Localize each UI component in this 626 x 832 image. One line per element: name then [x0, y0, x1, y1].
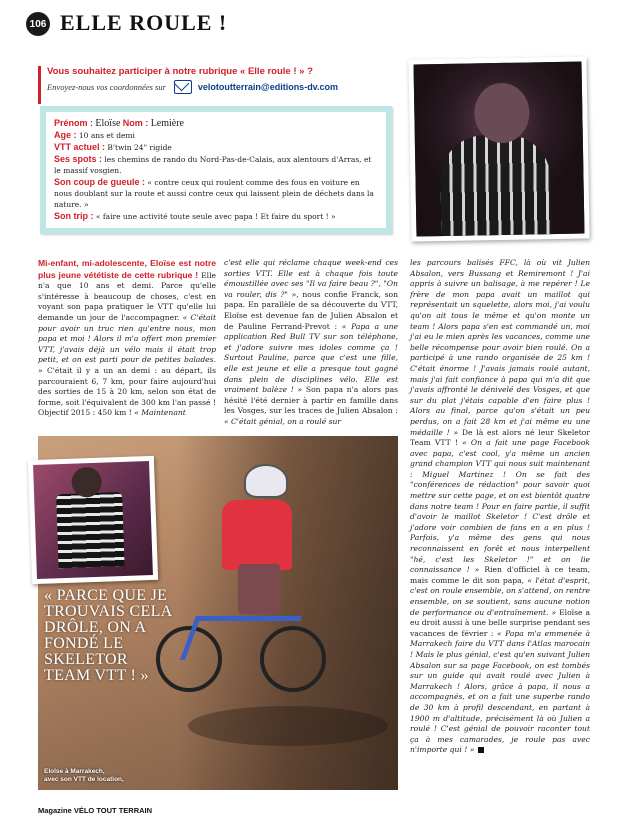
- gueule-label: Son coup de gueule :: [54, 177, 146, 187]
- age-label: Age :: [54, 130, 77, 140]
- nom-value: Lemière: [150, 118, 184, 129]
- pull-quote: « PARCE QUE JE TROUVAIS CELA DRÔLE, ON A FONDÉ LE SKELETOR TEAM VTT ! »: [44, 587, 172, 684]
- col2-quote-a: c'est elle qui réclame chaque week-end ces sorties VTT. Elle est à chaque fois toute émoustillée avec ses "Il va faire beau ?", "On va rouler, dis ?" »,: [224, 258, 398, 299]
- age-value: 10 ans et demi: [78, 131, 135, 140]
- article-column-3: [410, 258, 590, 756]
- gueule-value: « contre ceux qui roulent comme des fous en voiture en nous doublant sur la route et aussi contre ceux qui laissent plein de déchets dans la nature. »: [54, 178, 374, 209]
- caption-line-2: avec son VTT de location,: [44, 776, 124, 783]
- bike-frame: [180, 616, 302, 660]
- col1-text-c: C'était il y a un an demi : au départ, ils parcouraient 6, 7 km, pour faire aujourd'hui des sorties de 15 à 20 km, selon son état de forme, soit l'équivalent de 300 km l'an passé ! Objectif 2015 : 450 km !: [38, 365, 216, 418]
- id-row-vtt: [54, 142, 378, 153]
- section-title: ELLE ROULE !: [60, 10, 228, 35]
- rubrique-question: Vous souhaitez participer à notre rubrique « Elle roule ! » ?: [47, 66, 313, 77]
- nom-label: Nom :: [122, 118, 149, 128]
- skeletor-jersey-photo: [28, 456, 158, 584]
- mail-icon: [174, 80, 192, 94]
- end-mark: [478, 747, 484, 753]
- rider-helmet: [244, 464, 288, 498]
- prenom-label: Prénom :: [54, 118, 94, 128]
- vtt-label: VTT actuel :: [54, 142, 106, 152]
- id-row-age: [54, 130, 378, 141]
- rider-jacket: [222, 500, 292, 570]
- id-row-spots: [54, 154, 378, 176]
- rubrique-contact: [47, 80, 378, 94]
- spots-value: les chemins de rando du Nord-Pas-de-Calais, aux alentours d'Arras, et le massif vosgien.: [54, 155, 372, 175]
- article-lead: Mi-enfant, mi-adolescente, Eloïse est notre plus jeune vététiste de cette rubrique !: [38, 258, 216, 280]
- id-row-gueule: [54, 177, 378, 210]
- col3-quote-g: « Papa m'a emmenée à Marrakech faire du VTT dans l'Atlas marocain ! Mais le plus génial, c'est qu'en suivant Julien Absalon sur sa page Facebook, on est tombés sur un guide qui avait roulé avec Julien à Marrakech ! Alors, grâce à papa, il nous a accompagnés, et on a fait une superbe rando de 30 km à profil descendant, en partant à 1900 m d'altitude, précisément là où Julien a roulé ! C'est génial de pouvoir raconter tout ça à mes camarades, je roule pas avec n'importe qui ! »: [410, 628, 590, 755]
- rider-illustration: [216, 464, 296, 614]
- rubrique-callout: [38, 66, 378, 104]
- prenom-value: Eloïse: [95, 118, 121, 129]
- col3-text-f: Eloïse a eu droit aussi à une belle surprise pendant ses vacances de février :: [410, 607, 591, 638]
- trip-value: « faire une activité toute seule avec papa ! Et faire du sport ! »: [95, 212, 336, 221]
- col2-quote-c: « Papa a une application Red Bull TV sur son téléphone, et j'adore suivre mes idoles comme ça ! Surtout Pauline, parce que c'est une fille, elle est jeune et elle a presque tout gagné dans plein de disciplines vélo. Elle est vraiment balèze ! »: [224, 321, 398, 395]
- col1-text-a: Elle n'a que 10 ans et demi. Parce qu'elle s'intéresse à beaucoup de choses, c'est en voyant son papa pratiquer le VTT qu'elle lui demande un jour de l'accompagner.: [38, 270, 216, 322]
- trip-label: Son trip :: [54, 211, 94, 221]
- portrait-photo: [408, 56, 589, 241]
- skeletor-jersey-image: [33, 461, 153, 579]
- col1-quote-d: « Maintenant: [134, 408, 186, 418]
- contact-email[interactable]: velotoutterrain@editions-dv.com: [197, 82, 339, 92]
- id-row-trip: [54, 211, 378, 222]
- portrait-image: [414, 62, 585, 237]
- col2-text-b: nous confie Franck, son papa. En parallèle de sa découverte du VTT, Eloïse est devenue fan de Julien Absalon et de Pauline Ferrand-Prevot :: [224, 289, 398, 331]
- col1-quote-b: « C'était pour avoir un truc rien qu'entre nous, mon papa et moi ! Alors il m'a offert mon premier VTT, j'avais déjà un vélo mais il était trop petit, et on est parti pour de petites balades. »: [38, 312, 216, 375]
- rider-legs: [238, 564, 280, 614]
- caption-line-1: Eloïse à Marrakech,: [44, 768, 105, 775]
- spots-label: Ses spots :: [54, 154, 103, 164]
- article-column-1: [38, 258, 216, 419]
- col2-text-d: Son papa n'a alors pas hésité l'été dernier à partir en famille dans les Vosges, sur les traces de Julien Absalon :: [224, 385, 398, 416]
- vtt-value: B'twin 24" rigide: [107, 143, 172, 152]
- photo-caption: [44, 768, 124, 784]
- col3-quote-a: les parcours balisés FFC, là où vit Julien Absalon, vers Bussang et Remiremont ! J'ai appris à suivre un balisage, à me repérer ! Le frère de mon papa avait un maillot qui représentait un squelette, alors moi, j'ai voulu qu'on ait tous le même et qu'on monte un team ! Alors papa s'en est commandé un, moi j'ai eu le mien après les vacances, comme une belle récompense pour avoir bien roulé. On a participé à une rando organisée de 25 km ! C'était énorme ! J'avais jamais roulé autant, mais j'ai fait confiance à papa qui m'a dit que j'avais affronté le dénivelé des Vosges, et que sur du plat j'étais capable d'en faire plus ! Alors au final, parce qu'on s'était un peu perdus, on a fait 28 km et j'ai même eu une médaille ! »: [410, 258, 590, 437]
- contact-text: Envoyez-nous vos coordonnées sur: [47, 82, 166, 92]
- magazine-footer: Magazine VÉLO TOUT TERRAIN: [38, 806, 153, 815]
- rider-id-card: [40, 106, 392, 234]
- col3-text-b: De là est alors né leur Skeletor Team VTT !: [410, 427, 590, 448]
- id-row-name: [54, 118, 378, 129]
- col2-quote-e: « C'était génial, on a roulé sur: [224, 416, 342, 426]
- col3-quote-e: « l'état d'esprit, c'est on roule ensemble, on s'attend, on rentre ensemble, on se soutient, sans aucune notion de performance ou d'entraînement. »: [410, 575, 590, 617]
- page-number: 106: [26, 12, 50, 36]
- bike-shadow: [188, 706, 388, 746]
- article-column-2: [224, 258, 398, 428]
- col3-quote-c: « On a fait une page Facebook avec papa, c'est cool, y'a même un ancien grand champion VTT qui nous suit maintenant : Miguel Martinez ! On se fait des "conférences de rédaction" pour savoir quoi mettre sur cette page, et on est bientôt quatre dans notre team ! Pour en faire partie, il suffit d'avoir le maillot Skeletor ! C'est drôle et j'adore voir combien de fans en a en plus ! Parfois, y'a même des gens qui nous reconnaissent en forêt et nous interpellent "hé, c'est les Skeletor !" et on lie connaissance ! »: [410, 438, 591, 575]
- col3-text-d: Rien d'officiel à ce team, mais comme le dit son papa,: [410, 565, 591, 585]
